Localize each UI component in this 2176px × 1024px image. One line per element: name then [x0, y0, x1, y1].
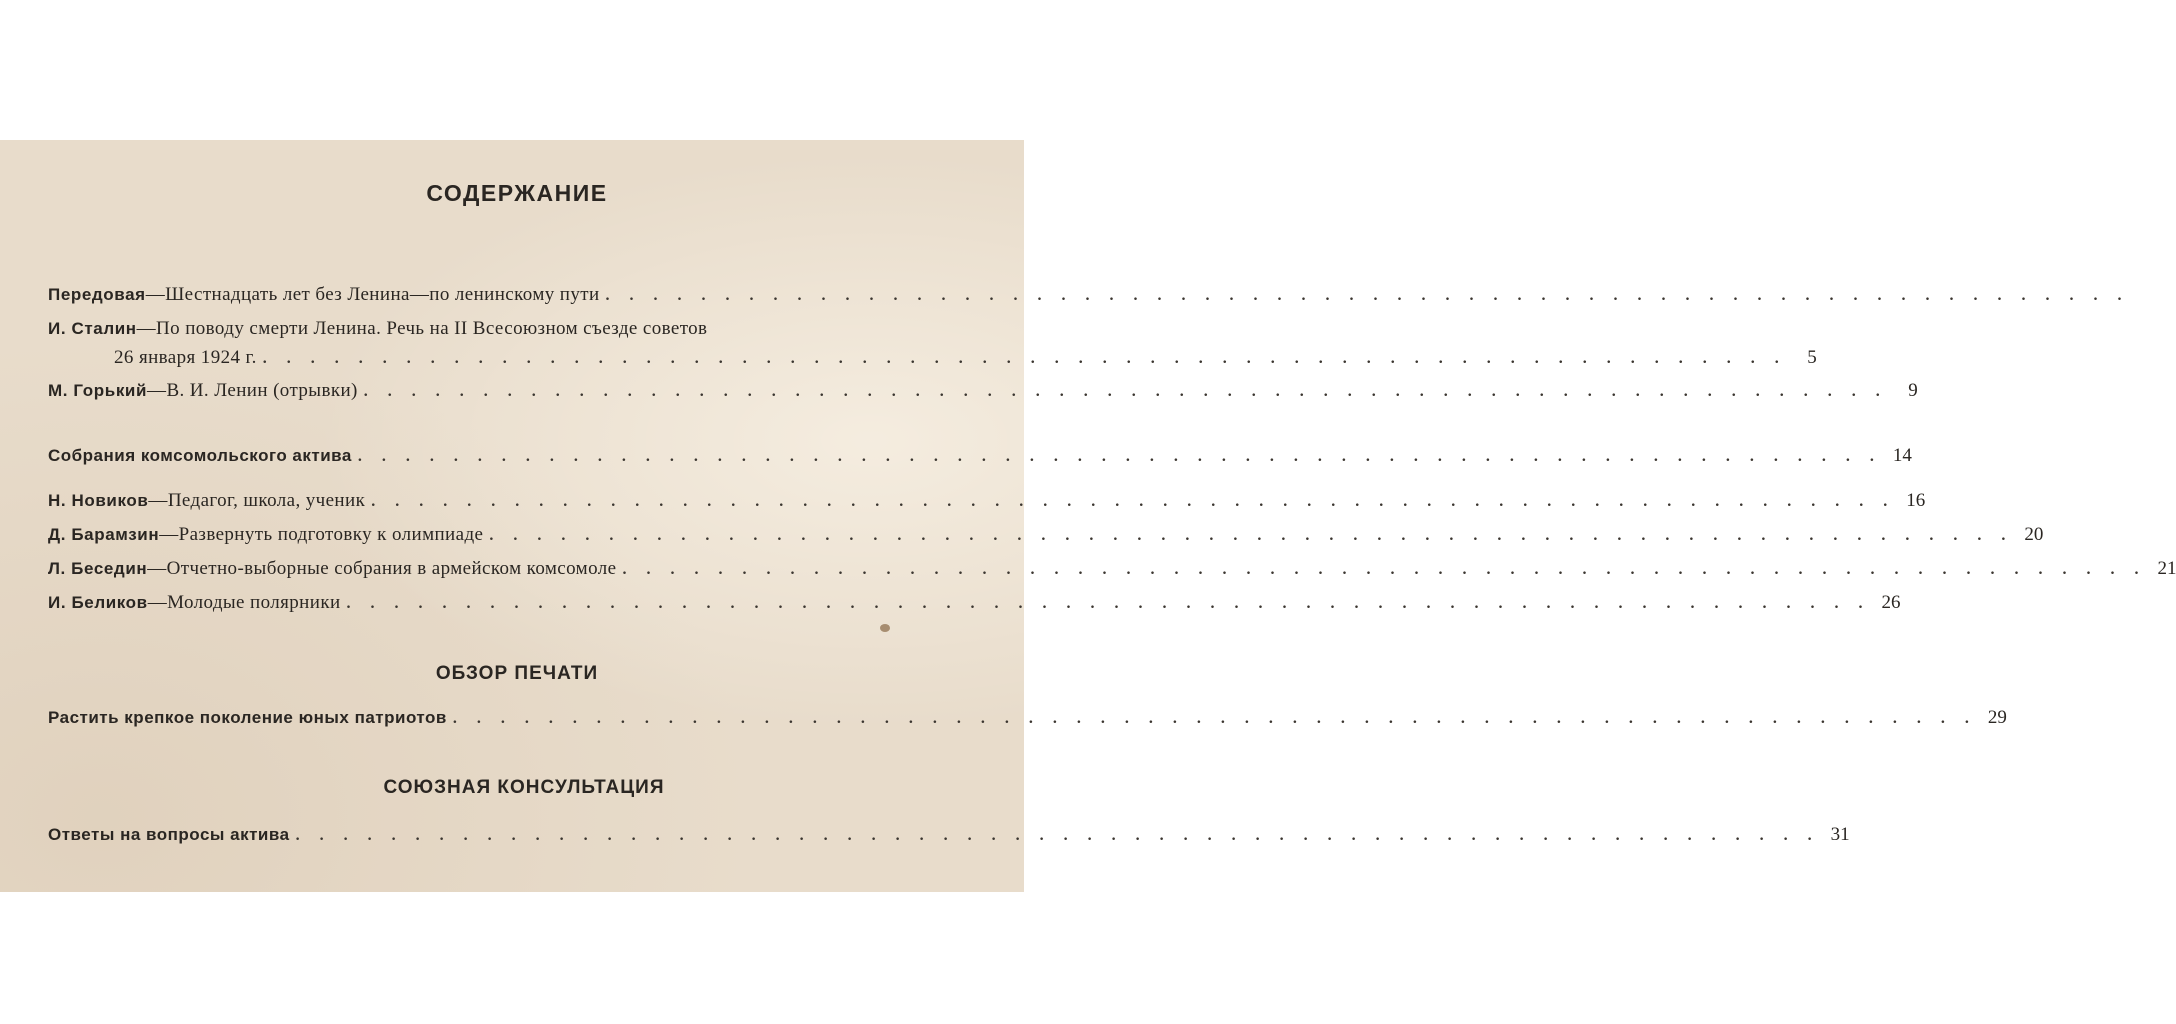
page-number: 21 — [2157, 558, 2176, 579]
leader-dots: . . . . . . . . . . . . . . . . . . . . . . . . . . . . . . . . . . . . . . . . . . . . . . . . . . . . . . . . . . . . . . . . — [371, 493, 1896, 510]
leader-dots: . . . . . . . . . . . . . . . . . . . . . . . . . . . . . . . . . . . . . . . . . . . . . . . . . . . . . . . . . . . . . . . . — [605, 287, 2130, 304]
leader-dots: . . . . . . . . . . . . . . . . . . . . . . . . . . . . . . . . . . . . . . . . . . . . . . . . . . . . . . . . . . . . . . . . — [295, 827, 1820, 844]
leader-dots: . . . . . . . . . . . . . . . . . . . . . . . . . . . . . . . . . . . . . . . . . . . . . . . . . . . . . . . . . . . . . . . . — [262, 350, 1787, 367]
toc-entry — [48, 445, 1912, 467]
toc-entry — [48, 707, 2007, 729]
entry-separator: — — [159, 524, 179, 545]
toc-entry — [48, 284, 2130, 306]
entry-author: Передовая — [48, 285, 146, 304]
page-number: 26 — [1881, 592, 1901, 613]
entry-author: И. Беликов — [48, 593, 148, 612]
book-page — [0, 140, 2176, 892]
page-number: 29 — [1987, 707, 2007, 728]
entry-author: И. Сталин — [48, 319, 137, 338]
leader-dots: . . . . . . . . . . . . . . . . . . . . . . . . . . . . . . . . . . . . . . . . . . . . . . . . . . . . . . . . . . . . . . . . — [452, 710, 1977, 727]
toc-entry — [48, 318, 928, 340]
entry-title: Молодые полярники — [167, 592, 341, 613]
entry-separator: — — [147, 558, 167, 579]
leader-dots: . . . . . . . . . . . . . . . . . . . . . . . . . . . . . . . . . . . . . . . . . . . . . . . . . . . . . . . . . . . . . . . . — [357, 448, 1882, 465]
toc-entry — [48, 824, 1850, 846]
entry-title: Отчетно-выборные собрания в армейском комсомоле — [166, 558, 617, 579]
page-number: 5 — [1807, 347, 1817, 368]
entry-separator: — — [147, 592, 168, 613]
toc-entry — [48, 558, 2176, 580]
leader-dots: . . . . . . . . . . . . . . . . . . . . . . . . . . . . . . . . . . . . . . . . . . . . . . . . . . . . . . . . . . . . . . . . — [622, 561, 2147, 578]
entry-separator: — — [136, 318, 157, 339]
entry-author: М. Горький — [48, 381, 148, 400]
entry-title: По поводу смерти Ленина. Речь на II Всесоюзном съезде советов — [156, 318, 708, 339]
leader-dots: . . . . . . . . . . . . . . . . . . . . . . . . . . . . . . . . . . . . . . . . . . . . . . . . . . . . . . . . . . . . . . . . — [363, 383, 1888, 400]
entry-heading: Собрания комсомольского актива — [48, 446, 352, 465]
leader-dots: . . . . . . . . . . . . . . . . . . . . . . . . . . . . . . . . . . . . . . . . . . . . . . . . . . . . . . . . . . . . . . . . — [346, 595, 1871, 612]
page-number: 9 — [1908, 380, 1918, 401]
entry-title: Развернуть подготовку к олимпиаде — [178, 524, 484, 545]
paper-stain — [880, 624, 890, 632]
toc-entry-continuation — [114, 347, 1817, 369]
page-number: 20 — [2024, 524, 2044, 545]
leader-dots: . . . . . . . . . . . . . . . . . . . . . . . . . . . . . . . . . . . . . . . . . . . . . . . . . . . . . . . . . . . . . . . . — [489, 527, 2014, 544]
entry-author: Н. Новиков — [48, 491, 149, 510]
page-number: 14 — [1892, 445, 1912, 466]
section-title: СОЮЗНАЯ КОНСУЛЬТАЦИЯ — [383, 777, 665, 798]
entry-separator: — — [147, 380, 167, 401]
entry-author: Л. Беседин — [48, 559, 148, 578]
section-title: ОБЗОР ПЕЧАТИ — [435, 663, 599, 684]
entry-title-line2: 26 января 1924 г. — [114, 347, 257, 368]
entry-heading: Ответы на вопросы актива — [48, 825, 290, 844]
toc-entry — [48, 592, 1901, 614]
entry-title: Шестнадцать лет без Ленина—по ленинскому пути — [165, 284, 600, 305]
toc-entry — [48, 524, 2044, 546]
page-title: СОДЕРЖАНИЕ — [426, 180, 608, 206]
entry-separator: — — [145, 284, 166, 305]
entry-title: В. И. Ленин (отрывки) — [166, 380, 358, 401]
page-number: 16 — [1906, 490, 1926, 511]
entry-title: Педагог, школа, ученик — [167, 490, 366, 511]
toc-entry — [48, 490, 1926, 512]
entry-heading: Растить крепкое поколение юных патриотов — [48, 708, 447, 727]
entry-author: Д. Барамзин — [48, 525, 160, 544]
entry-separator: — — [148, 490, 168, 511]
toc-entry — [48, 380, 1918, 402]
page-number: 31 — [1830, 824, 1850, 845]
